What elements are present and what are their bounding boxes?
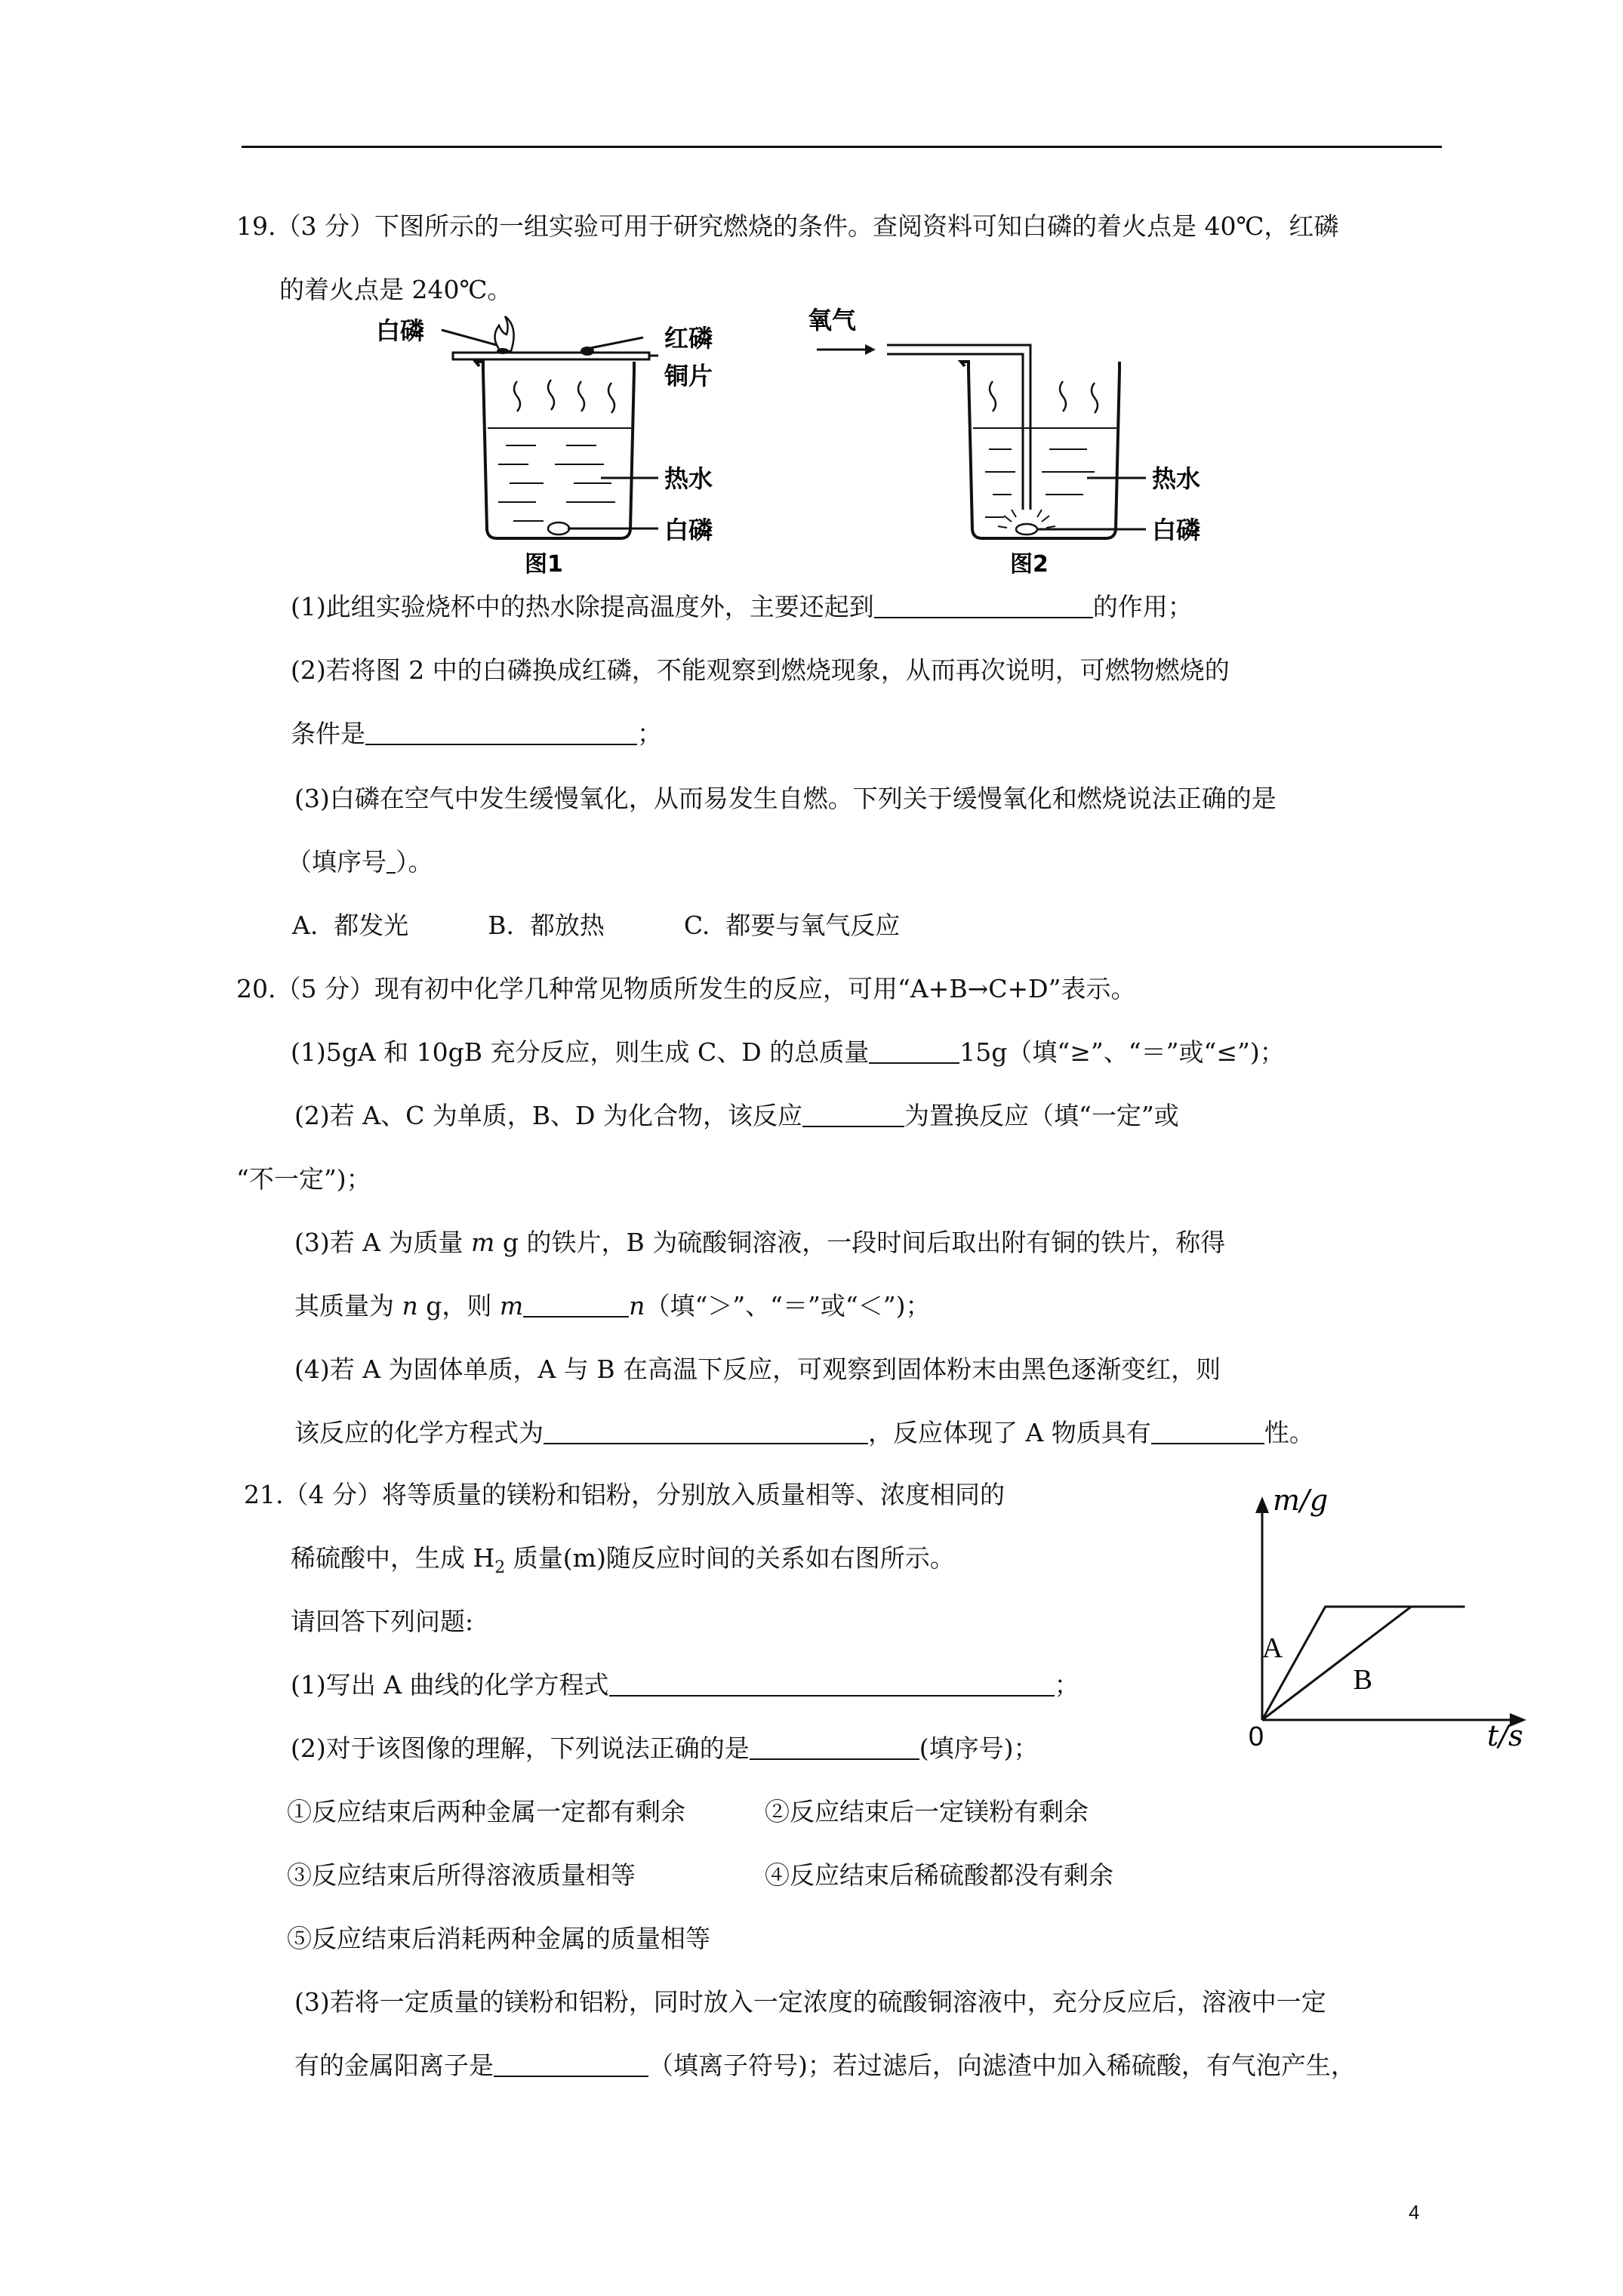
- answer-blank[interactable]: [609, 1671, 1055, 1697]
- q21-part-1-tail: ；: [1054, 1670, 1079, 1700]
- q21-option-2: ②反应结束后一定镁粉有剩余: [765, 1797, 1089, 1826]
- q21-stem-line-3: 请回答下列问题:: [291, 1607, 474, 1636]
- flame-icon: [494, 316, 513, 351]
- label-hot-water-2: 热水: [1152, 464, 1201, 493]
- label-white-phosphorus-2: 白磷: [664, 516, 713, 544]
- beaker-1: [476, 362, 634, 538]
- q21-stem-line-2: [291, 1542, 955, 1585]
- q21-part-3-tail: （填离子符号)；若过滤后，向滤渣中加入稀硫酸，有气泡产生，: [648, 2051, 1356, 2080]
- answer-blank[interactable]: [750, 1734, 919, 1760]
- q20-part-2-line-1: [294, 1099, 1179, 1133]
- answer-blank[interactable]: [874, 593, 1093, 618]
- label-white-phosphorus-1: 白磷: [376, 316, 425, 345]
- q20-part-4-text-2: ，反应体现了 A 物质具有: [868, 1418, 1151, 1447]
- series-A-line: [1262, 1607, 1464, 1720]
- q20-part-2-text: (2)若 A、C 为单质，B、D 为化合物，该反应: [294, 1101, 803, 1130]
- q20-part-3-line-2: [294, 1290, 931, 1323]
- q20-part-2-line-2: “不一定”)；: [236, 1164, 371, 1194]
- fig1-caption: 图1: [525, 551, 563, 578]
- q19-part-1-text: (1)此组实验烧杯中的热水除提高温度外，主要还起到: [291, 592, 874, 621]
- q19-part-3-line-2: [287, 846, 433, 879]
- q21-stem-text: 稀硫酸中，生成 H: [291, 1543, 495, 1573]
- q20-part-3-line-1: [294, 1226, 1225, 1259]
- q20-part-4-line-1: (4)若 A 为固体单质，A 与 B 在高温下反应，可观察到固体粉末由黑色逐渐变红，则: [294, 1354, 1221, 1384]
- header-rule: [242, 146, 1442, 148]
- q20-part-4-tail: 性。: [1264, 1418, 1314, 1447]
- mass-time-chart: [1223, 1480, 1540, 1767]
- chart-axes: [1255, 1496, 1526, 1727]
- y-axis-label: m/g: [1273, 1484, 1329, 1517]
- answer-blank[interactable]: [365, 720, 637, 745]
- answer-blank[interactable]: [544, 1419, 868, 1444]
- answer-blank[interactable]: [523, 1292, 629, 1318]
- q21-part-2: [291, 1732, 1039, 1765]
- q20-part-1: [291, 1036, 1285, 1069]
- answer-blank[interactable]: [802, 1102, 904, 1127]
- answer-blank[interactable]: [494, 2051, 648, 2077]
- series-A-label: A: [1261, 1632, 1283, 1664]
- q19-part-3-line-1: (3)白磷在空气中发生缓慢氧化，从而易发生自燃。下列关于缓慢氧化和燃烧说法正确的是: [294, 784, 1277, 813]
- q19-part-2-tail: ；: [637, 719, 662, 748]
- q21-part-2-tail: (填序号)；: [919, 1734, 1039, 1763]
- series-B-label: B: [1353, 1664, 1373, 1696]
- q19-part-2-line-2: [291, 717, 662, 750]
- q19-stem-line-2: 的着火点是 240℃。: [279, 275, 513, 304]
- q19-options: A. 都发光 B. 都放热 C. 都要与氧气反应: [292, 911, 901, 940]
- q19-stem-line-1: 19.（3 分）下图所示的一组实验可用于研究燃烧的条件。查阅资料可知白磷的着火点是 40℃，红磷: [236, 211, 1339, 241]
- subscript-2: 2: [494, 1558, 506, 1577]
- label-oxygen: 氧气: [808, 306, 857, 334]
- q19-part-1-tail: 的作用；: [1092, 592, 1193, 621]
- q20-part-3-text-2: g 的铁片，B 为硫酸铜溶液，一段时间后取出附有铜的铁片，称得: [494, 1228, 1226, 1257]
- q19-part-2-line-1: (2)若将图 2 中的白磷换成红磷，不能观察到燃烧现象，从而再次说明，可燃物燃烧的: [291, 655, 1230, 685]
- q20-part-1-tail: 15g（填“≥”、“＝”或“≤”)；: [959, 1037, 1285, 1067]
- y-axis-arrow: [1255, 1496, 1269, 1513]
- copper-sheet: [453, 353, 649, 359]
- combustion-experiment-figure: [347, 298, 1253, 585]
- answer-blank[interactable]: [1151, 1419, 1264, 1444]
- x-axis-label: t/s: [1487, 1719, 1523, 1752]
- label-red-phosphorus: 红磷: [664, 324, 713, 353]
- label-white-phosphorus-3: 白磷: [1152, 516, 1201, 544]
- q21-part-1-text: (1)写出 A 曲线的化学方程式: [291, 1670, 609, 1700]
- q19-part-3-text: （填序号: [287, 847, 387, 877]
- q21-option-3: ③反应结束后所得溶液质量相等: [287, 1860, 636, 1890]
- q20-part-4-text: 该反应的化学方程式为: [294, 1418, 544, 1447]
- q21-stem-line-1: 21.（4 分）将等质量的镁粉和铝粉，分别放入质量相等、浓度相同的: [244, 1480, 1005, 1509]
- q20-part-2-tail: 为置换反应（填“一定”或: [904, 1101, 1179, 1130]
- fig2-caption: 图2: [1010, 551, 1049, 578]
- q21-option-1: ①反应结束后两种金属一定都有剩余: [287, 1797, 685, 1826]
- q20-part-3-tail: （填“＞”、“＝”或“＜”)；: [645, 1291, 931, 1321]
- answer-blank[interactable]: [869, 1038, 959, 1064]
- variable-n: n: [629, 1291, 645, 1321]
- q19-part-1: [291, 590, 1193, 624]
- variable-n: n: [402, 1291, 418, 1321]
- q21-part-1: [291, 1669, 1079, 1702]
- q20-part-3-text-4: g，则: [417, 1291, 500, 1321]
- origin-label: 0: [1249, 1721, 1264, 1752]
- q19-part-2-text: 条件是: [291, 719, 365, 748]
- q21-option-5: ⑤反应结束后消耗两种金属的质量相等: [287, 1924, 710, 1953]
- q20-part-1-text: (1)5gA 和 10gB 充分反应，则生成 C、D 的总质量: [291, 1037, 870, 1067]
- q20-part-3-text-3: 其质量为: [294, 1291, 402, 1321]
- q21-part-2-text: (2)对于该图像的理解，下列说法正确的是: [291, 1734, 750, 1763]
- variable-m: m: [471, 1228, 495, 1257]
- q21-part-3-text: 有的金属阳离子是: [294, 2051, 494, 2080]
- q21-part-3-line-1: (3)若将一定质量的镁粉和铝粉，同时放入一定浓度的硫酸铜溶液中，充分反应后，溶液中一定: [294, 1987, 1326, 2017]
- q19-part-3-tail: ）。: [396, 847, 433, 877]
- q21-part-3-line-2: [294, 2049, 1356, 2082]
- q20-stem: 20.（5 分）现有初中化学几种常见物质所发生的反应，可用“A+B→C+D”表示。: [236, 974, 1136, 1003]
- chart-series: [1262, 1607, 1465, 1720]
- page-number: 4: [1409, 2201, 1420, 2224]
- q21-stem-text-2: 质量(m)随反应时间的关系如右图所示。: [505, 1543, 955, 1573]
- q21-option-4: ④反应结束后稀硫酸都没有剩余: [765, 1860, 1113, 1890]
- q20-part-4-line-2: [294, 1416, 1314, 1450]
- variable-m: m: [499, 1291, 524, 1321]
- label-copper-sheet: 铜片: [664, 362, 713, 390]
- label-hot-water-1: 热水: [664, 464, 713, 493]
- q20-part-3-text: (3)若 A 为质量: [294, 1228, 472, 1257]
- answer-blank[interactable]: [387, 848, 396, 874]
